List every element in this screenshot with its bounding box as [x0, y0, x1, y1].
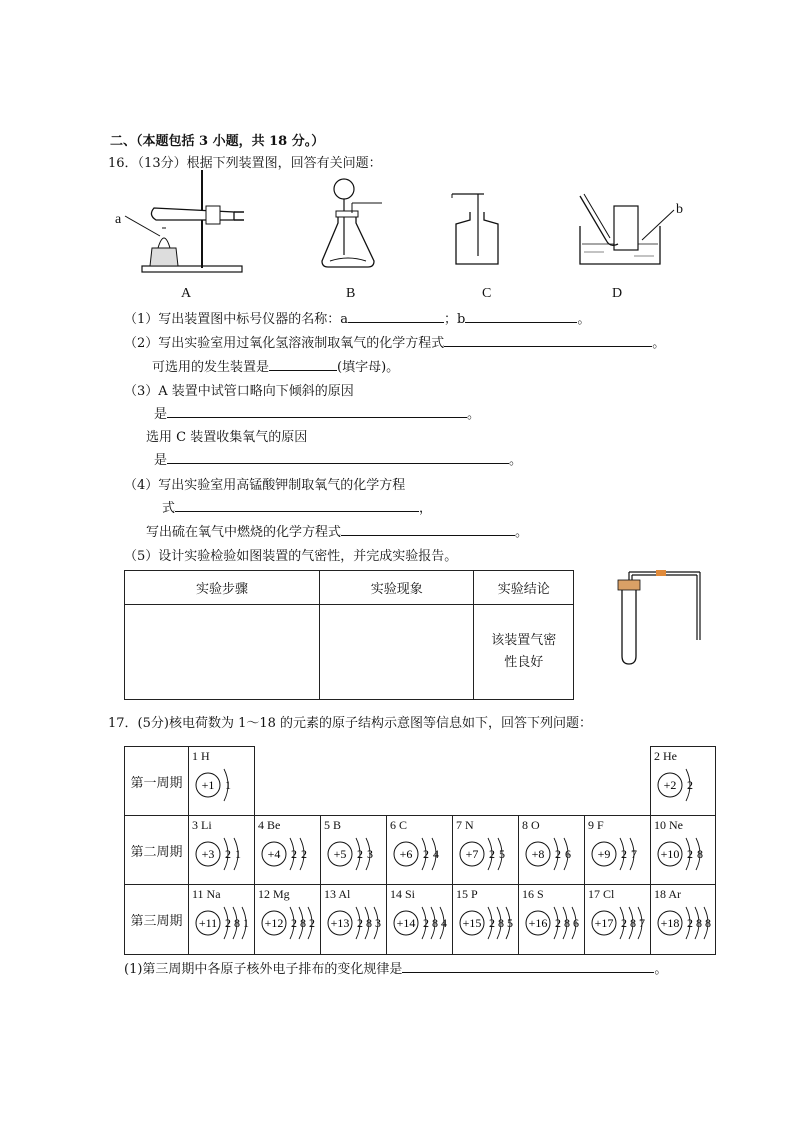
- nucleus-charge: +4: [267, 847, 281, 861]
- q17-part1-text: (1)第三周期中各原子核外电子排布的变化规律是: [124, 962, 403, 977]
- nucleus-charge: +17: [594, 916, 614, 930]
- electron-count: 2: [687, 916, 693, 930]
- blank-sulfur-equation[interactable]: [341, 523, 515, 536]
- label-A: A: [181, 286, 192, 301]
- electron-count: 2: [489, 916, 495, 930]
- nucleus-charge: +3: [201, 847, 215, 861]
- q16-part5: （5）设计实验检验如图装置的气密性，并完成实验报告。: [124, 549, 458, 564]
- q16-part2-text: （2）写出实验室用过氧化氢溶液制取氧气的化学方程式: [124, 336, 445, 351]
- q16-part2-line2-post: (填字母)。: [337, 360, 400, 375]
- atom-structure-diagram: [519, 899, 585, 951]
- element-cell-C: [387, 816, 453, 885]
- header-steps: 实验步骤: [125, 571, 320, 605]
- q16-part1-mid: ；b: [444, 312, 466, 327]
- electron-count: 2: [357, 847, 363, 861]
- label-C: C: [482, 286, 492, 301]
- element-label: 14 Si: [390, 887, 416, 901]
- atom-structure-diagram: [585, 830, 651, 882]
- atom-structure-diagram: [387, 899, 453, 951]
- blank-period3-rule[interactable]: [402, 960, 654, 973]
- element-label: 6 C: [390, 818, 408, 832]
- element-cell-O: [519, 816, 585, 885]
- q16-part2-line2: [152, 356, 399, 375]
- element-label: 8 O: [522, 818, 540, 832]
- nucleus-charge: +13: [330, 916, 350, 930]
- atom-structure-diagram: [321, 899, 387, 951]
- electron-count: 2: [687, 778, 693, 792]
- q16-part4-shi: 式: [162, 501, 176, 516]
- electron-count: 2: [555, 916, 561, 930]
- blank-h2o2-equation[interactable]: [444, 334, 652, 347]
- electron-count: 2: [225, 916, 231, 930]
- atom-structure-diagram: [453, 899, 519, 951]
- electron-count: 1: [235, 847, 241, 861]
- electron-count: 8: [498, 916, 504, 930]
- element-label: 7 N: [456, 818, 474, 832]
- element-label: 3 Li: [192, 818, 212, 832]
- q16-part3-line4: [154, 449, 522, 468]
- element-cell-Si: [387, 885, 453, 955]
- element-label: 1 H: [192, 749, 210, 763]
- nucleus-charge: +7: [465, 847, 479, 861]
- nucleus-charge: +5: [333, 847, 347, 861]
- blank-collect-reason[interactable]: [167, 451, 509, 464]
- q16-part4-line3-text: 写出硫在氧气中燃烧的化学方程式: [146, 525, 342, 540]
- electron-count: 8: [697, 847, 703, 861]
- electron-count: 8: [234, 916, 240, 930]
- periodic-table: [124, 746, 716, 955]
- electron-count: 8: [630, 916, 636, 930]
- electron-count: 6: [565, 847, 571, 861]
- element-cell-F: [585, 816, 651, 885]
- electron-count: 8: [300, 916, 306, 930]
- q16-part4-end: 。: [515, 525, 529, 540]
- element-label: 15 P: [456, 887, 478, 901]
- period-3-header: 第三周期: [125, 885, 189, 955]
- label-B: B: [346, 286, 356, 301]
- q16-part4-line1: （4）写出实验室用高锰酸钾制取氧气的化学方程: [124, 478, 406, 493]
- conclusion-line2: 性良好: [504, 655, 544, 670]
- electron-count: 2: [291, 916, 297, 930]
- element-cell-P: [453, 885, 519, 955]
- q17-stem: 17．(5分)核电荷数为 1～18 的元素的原子结构示意图等信息如下，回答下列问题：: [108, 716, 593, 731]
- element-label: 17 Cl: [588, 887, 615, 901]
- blank-b[interactable]: [465, 310, 577, 323]
- electron-count: 7: [631, 847, 637, 861]
- electron-count: 8: [696, 916, 702, 930]
- electron-count: 1: [225, 778, 231, 792]
- electron-count: 7: [639, 916, 645, 930]
- q16-part3-line2: [154, 403, 480, 422]
- atom-structure-diagram: [519, 830, 585, 882]
- electron-count: 2: [621, 916, 627, 930]
- element-cell-Cl: [585, 885, 651, 955]
- label-b: b: [676, 202, 683, 217]
- electron-count: 4: [441, 916, 447, 930]
- blank-a[interactable]: [348, 310, 444, 323]
- q16-part3-shi1: 是: [154, 407, 168, 422]
- q16-part2-end: 。: [652, 336, 666, 351]
- label-D: D: [612, 286, 623, 301]
- element-cell-Ar: [651, 885, 716, 955]
- nucleus-charge: +6: [399, 847, 413, 861]
- electron-count: 2: [357, 916, 363, 930]
- nucleus-charge: +8: [531, 847, 545, 861]
- atom-structure-diagram: [651, 830, 717, 882]
- cell-phenomenon[interactable]: [320, 605, 474, 700]
- element-label: 16 S: [522, 887, 544, 901]
- element-label: 11 Na: [192, 887, 221, 901]
- apparatus-b-drawing: [318, 175, 384, 271]
- nucleus-charge: +2: [663, 778, 677, 792]
- cell-steps[interactable]: [125, 605, 320, 700]
- section-heading: 二、（本题包括 3 小题，共 18 分。）: [110, 134, 325, 149]
- q16-part1-prefix: （1）写出装置图中标号仪器的名称：a: [124, 312, 349, 327]
- element-cell-Na: [189, 885, 255, 955]
- q16-part3-shi2: 是: [154, 453, 168, 468]
- atom-structure-diagram: [651, 899, 717, 951]
- q16-part2-line1: [124, 332, 665, 351]
- header-conclusion: 实验结论: [474, 571, 574, 605]
- electron-count: 2: [423, 847, 429, 861]
- atom-structure-diagram: [321, 830, 387, 882]
- element-label: 9 F: [588, 818, 604, 832]
- nucleus-charge: +14: [396, 916, 416, 930]
- electron-count: 2: [687, 847, 693, 861]
- electron-count: 8: [366, 916, 372, 930]
- nucleus-charge: +10: [660, 847, 680, 861]
- electron-count: 2: [555, 847, 561, 861]
- electron-count: 3: [375, 916, 381, 930]
- electron-count: 2: [291, 847, 297, 861]
- element-label: 18 Ar: [654, 887, 681, 901]
- element-label: 12 Mg: [258, 887, 290, 901]
- label-a: a: [115, 212, 122, 227]
- element-cell-He: [651, 747, 716, 816]
- period-1-header: 第一周期: [125, 747, 189, 816]
- airtight-test-tube-drawing: [612, 566, 708, 668]
- q17-part1-end: 。: [654, 962, 668, 977]
- element-cell-Li: [189, 816, 255, 885]
- q16-part4-comma: ，: [419, 501, 433, 516]
- q16-part2-line2-text: 可选用的发生装置是: [152, 360, 270, 375]
- atom-structure-diagram: [189, 899, 255, 951]
- q16-part1: [124, 308, 590, 327]
- atom-structure-diagram: [585, 899, 651, 951]
- element-cell-Al: [321, 885, 387, 955]
- atom-structure-diagram: [189, 761, 255, 813]
- electron-count: 5: [507, 916, 513, 930]
- experiment-report-table: [124, 570, 574, 700]
- electron-count: 2: [621, 847, 627, 861]
- electron-count: 2: [301, 847, 307, 861]
- q16-part3-end1: 。: [467, 407, 481, 422]
- conclusion-line1: 该装置气密: [491, 633, 557, 648]
- element-cell-S: [519, 885, 585, 955]
- q16-part3-line1: （3）A 装置中试管口略向下倾斜的原因: [124, 384, 354, 399]
- nucleus-charge: +9: [597, 847, 611, 861]
- element-label: 2 He: [654, 749, 677, 763]
- atom-structure-diagram: [189, 830, 255, 882]
- atom-structure-diagram: [651, 761, 717, 813]
- atom-structure-diagram: [255, 830, 321, 882]
- nucleus-charge: +16: [528, 916, 548, 930]
- element-cell-N: [453, 816, 519, 885]
- atom-structure-diagram: [387, 830, 453, 882]
- electron-count: 2: [309, 916, 315, 930]
- period-2-header: 第二周期: [125, 816, 189, 885]
- electron-count: 2: [489, 847, 495, 861]
- q16-part3-end2: 。: [509, 453, 523, 468]
- element-cell-Be: [255, 816, 321, 885]
- atom-structure-diagram: [453, 830, 519, 882]
- electron-count: 2: [423, 916, 429, 930]
- apparatus-c-drawing: [448, 192, 508, 268]
- blank-tilt-reason[interactable]: [167, 405, 467, 418]
- element-cell-Mg: [255, 885, 321, 955]
- q16-part3-line3: 选用 C 装置收集氧气的原因: [146, 430, 308, 445]
- q17-part1: [124, 958, 667, 977]
- element-label: 10 Ne: [654, 818, 683, 832]
- q16-part1-end: 。: [577, 312, 591, 327]
- element-cell-Ne: [651, 816, 716, 885]
- electron-count: 3: [367, 847, 373, 861]
- electron-count: 2: [225, 847, 231, 861]
- atom-structure-diagram: [255, 899, 321, 951]
- nucleus-charge: +12: [264, 916, 284, 930]
- q16-part4-line2: [162, 497, 432, 516]
- nucleus-charge: +11: [198, 916, 218, 930]
- q16-stem: 16．（13分）根据下列装置图，回答有关问题：: [108, 156, 382, 171]
- nucleus-charge: +18: [660, 916, 680, 930]
- electron-count: 8: [432, 916, 438, 930]
- q16-part4-line3: [146, 521, 528, 540]
- electron-count: 5: [499, 847, 505, 861]
- blank-generator[interactable]: [269, 358, 337, 371]
- nucleus-charge: +1: [201, 778, 215, 792]
- electron-count: 1: [243, 916, 249, 930]
- element-cell-H: [189, 747, 255, 816]
- electron-count: 4: [433, 847, 439, 861]
- apparatus-a-drawing: [122, 168, 252, 278]
- element-label: 5 B: [324, 818, 342, 832]
- nucleus-charge: +15: [462, 916, 482, 930]
- apparatus-d-drawing: [574, 192, 674, 268]
- element-cell-B: [321, 816, 387, 885]
- electron-count: 6: [573, 916, 579, 930]
- electron-count: 8: [564, 916, 570, 930]
- electron-count: 8: [705, 916, 711, 930]
- header-phenomenon: 实验现象: [320, 571, 474, 605]
- element-label: 4 Be: [258, 818, 281, 832]
- element-label: 13 Al: [324, 887, 351, 901]
- blank-kmno4-equation[interactable]: [175, 499, 419, 512]
- cell-conclusion: [474, 605, 574, 700]
